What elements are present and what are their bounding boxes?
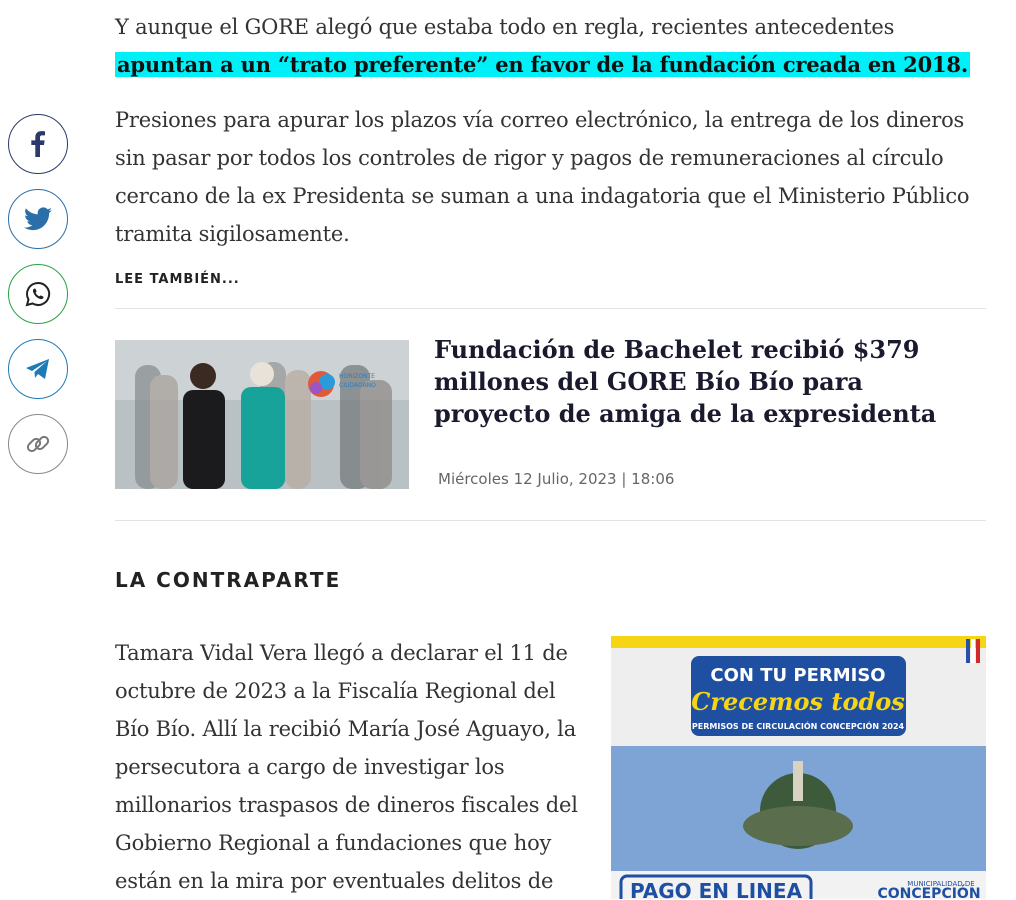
advertisement-banner[interactable] (611, 636, 986, 899)
paragraph-1 (115, 8, 986, 84)
highlighted-link[interactable]: apuntan a un “trato preferente” en favor de la fundación creada en 2018. (117, 52, 968, 77)
lee-tambien-label: LEE TAMBIÉN... (115, 272, 240, 287)
facebook-icon (27, 131, 49, 157)
related-article-title[interactable]: Fundación de Bachelet recibió $379 millones del GORE Bío Bío para proyecto de amiga de la expresidenta (434, 335, 937, 428)
ad-line-2: Crecemos todos (691, 687, 905, 716)
paragraph-1-text: Y aunque el GORE alegó que estaba todo en regla, recientes antecedentes (115, 15, 895, 39)
logo-text-1: HORIZONTE (339, 373, 375, 380)
paragraph-2: Presiones para apurar los plazos vía correo electrónico, la entrega de los dineros sin pasar por todos los controles de rigor y pagos de remuneraciones al círculo cercano de la ex Presidenta se suman a una indagatoria que el Ministerio Público tramita sigilosamente. (115, 108, 970, 246)
ad-line-1: CON TU PERMISO (710, 665, 886, 686)
ad-graphic (611, 636, 986, 899)
share-twitter-button[interactable] (8, 189, 68, 249)
twitter-icon (24, 207, 52, 231)
ad-line-3: PERMISOS DE CIRCULACIÓN CONCEPCIÓN 2024 (691, 722, 905, 731)
related-article-date: Miércoles 12 Julio, 2023 | 18:06 (438, 470, 675, 488)
ad-muni-small: MUNICIPALIDAD DE (907, 880, 975, 888)
share-telegram-button[interactable] (8, 339, 68, 399)
telegram-icon (25, 358, 51, 380)
divider (115, 308, 986, 309)
link-icon (24, 430, 52, 458)
ad-muni-big: CONCEPCIÓN (877, 886, 981, 899)
group-photo (115, 340, 409, 489)
logo-text-2: CIUDADANO (339, 382, 376, 389)
related-article-image[interactable] (115, 340, 409, 489)
divider (115, 520, 986, 521)
paragraph-3: Tamara Vidal Vera llegó a declarar el 11 de octubre de 2023 a la Fiscalía Regional del Bío Bío. Allí la recibió María José Aguayo, la persecutora a cargo de investigar los millonarios traspasos de dineros fiscales del Gobierno Regional a fundaciones que hoy están en la mira por eventuales delitos de (115, 641, 578, 893)
share-whatsapp-button[interactable] (8, 264, 68, 324)
section-heading: LA CONTRAPARTE (115, 568, 342, 592)
ad-pago: PAGO EN LINEA (629, 879, 803, 899)
share-facebook-button[interactable] (8, 114, 68, 174)
whatsapp-icon (25, 281, 51, 307)
copy-link-button[interactable] (8, 414, 68, 474)
